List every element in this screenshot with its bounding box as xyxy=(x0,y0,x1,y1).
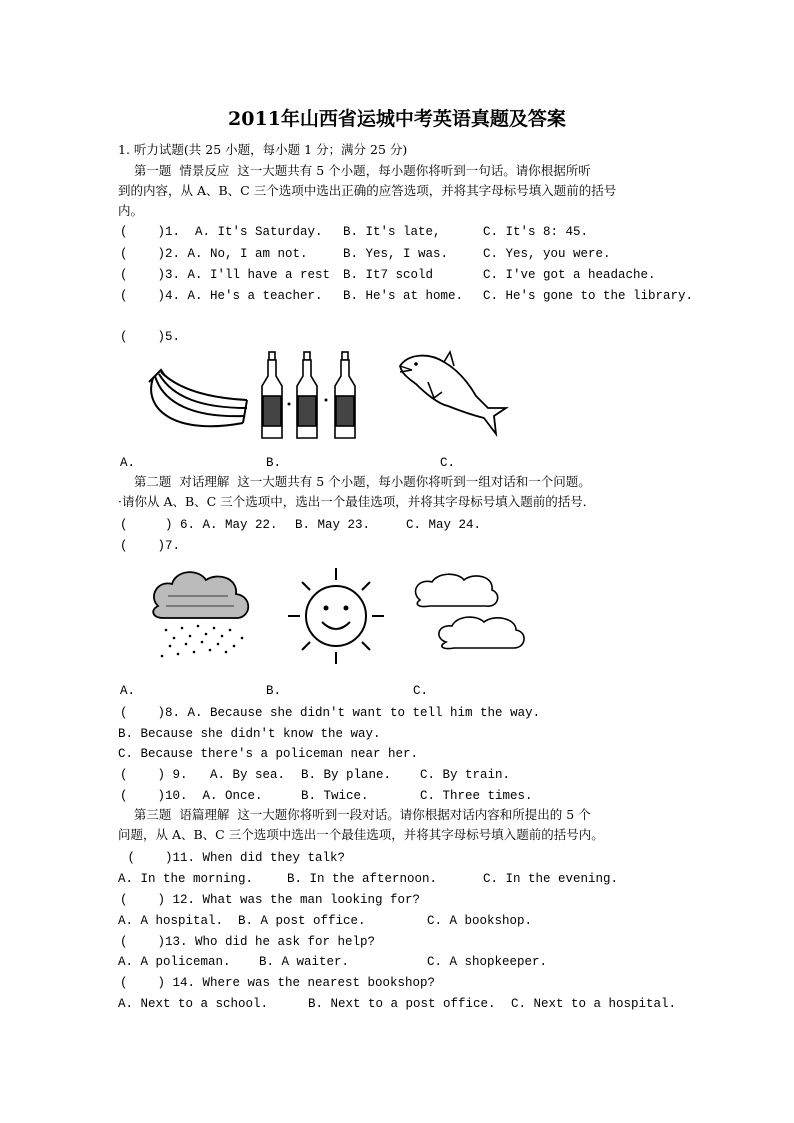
question-9-option-b: B. By plane. xyxy=(301,768,392,782)
question-11-option-c: C. In the evening. xyxy=(483,872,619,886)
question-14: ( ) 14. Where was the nearest bookshop? xyxy=(120,976,436,990)
question-3: ( )3. A. I'll have a rest xyxy=(120,268,331,282)
question-13-option-a: A. A policeman. xyxy=(118,955,231,969)
picture-5-label-a: A. xyxy=(120,456,136,470)
question-1-option-b: B. It's late, xyxy=(343,225,441,239)
question-10: ( )10. A. Once. xyxy=(120,789,263,803)
question-3-option-c: C. I've got a headache. xyxy=(483,268,656,282)
sun-picture xyxy=(286,566,386,666)
part3-intro-line2: 问题，从 A、B、C 三个选项中选出一个最佳选项，并将其字母标号填入题前的括号内。 xyxy=(118,827,604,842)
question-9: ( ) 9. A. By sea. xyxy=(120,768,286,782)
question-12: ( ) 12. What was the man looking for? xyxy=(120,893,421,907)
picture-5-label-c: C. xyxy=(440,456,456,470)
question-6: ( ) 6. A. May 22. xyxy=(120,518,278,532)
rain-cloud-picture xyxy=(148,566,256,664)
question-10-option-c: C. Three times. xyxy=(420,789,533,803)
question-11: ( )11. When did they talk? xyxy=(120,851,346,865)
question-1-option-c: C. It's 8: 45. xyxy=(483,225,589,239)
question-9-option-c: C. By train. xyxy=(420,768,511,782)
question-4-option-b: B. He's at home. xyxy=(343,289,464,303)
dolphin-picture xyxy=(398,352,510,438)
question-5: ( )5. xyxy=(120,330,181,344)
picture-7-label-c: C. xyxy=(413,684,429,698)
picture-5-label-b: B. xyxy=(266,456,282,470)
picture-7-label-b: B. xyxy=(266,684,282,698)
question-1: ( )1. A. It's Saturday. xyxy=(120,225,323,239)
question-8: ( )8. A. Because she didn't want to tell him the way. xyxy=(120,706,541,720)
question-2-option-c: C. Yes, you were. xyxy=(483,247,611,261)
question-14-option-a: A. Next to a school. xyxy=(118,997,269,1011)
question-4: ( )4. A. He's a teacher. xyxy=(120,289,323,303)
question-8-option-b: B. Because she didn't know the way. xyxy=(118,727,381,741)
question-2: ( )2. A. No, I am not. xyxy=(120,247,308,261)
question-8-option-c: C. Because there's a policeman near her. xyxy=(118,747,419,761)
question-12-option-ab: A. A hospital. B. A post office. xyxy=(118,914,366,928)
question-3-option-b: B. It7 scold xyxy=(343,268,434,282)
part3-intro-line1: 第三题 语篇理解 这一大题你将听到一段对话。请你根据对话内容和所提出的 5 个 xyxy=(118,807,591,822)
question-14-option-b: B. Next to a post office. xyxy=(308,997,496,1011)
question-11-option-b: B. In the afternoon. xyxy=(287,872,438,886)
question-14-option-c: C. Next to a hospital. xyxy=(511,997,677,1011)
bottles-picture xyxy=(262,352,362,440)
question-2-option-b: B. Yes, I was. xyxy=(343,247,449,261)
question-13-option-b: B. A waiter. xyxy=(259,955,350,969)
question-6-option-b: B. May 23. xyxy=(295,518,371,532)
part2-intro-line1: 第二题 对话理解 这一大题共有 5 个小题，每小题你将听到一组对话和一个问题。 xyxy=(118,474,591,489)
section-header: 1. 听力试题(共 25 小题，每小题 1 分；满分 25 分) xyxy=(118,142,408,157)
question-6-option-c: C. May 24. xyxy=(406,518,482,532)
question-13: ( )13. Who did he ask for help? xyxy=(120,935,376,949)
part2-intro-line2: ·请你从 A、B、C 三个选项中，选出一个最佳选项，并将其字母标号填入题前的括号． xyxy=(118,494,596,509)
part1-intro-line2: 到的内容，从 A、B、C 三个选项中选出正确的应答选项，并将其字母标号填入题前的括号 xyxy=(118,183,617,198)
question-12-option-c: C. A bookshop. xyxy=(427,914,533,928)
question-11-option-a: A. In the morning. xyxy=(118,872,254,886)
question-13-option-c: C. A shopkeeper. xyxy=(427,955,548,969)
question-7: ( )7. xyxy=(120,539,181,553)
picture-7-label-a: A. xyxy=(120,684,136,698)
page-title: 2011年山西省运城中考英语真题及答案 xyxy=(228,108,566,130)
part1-intro-line3: 内。 xyxy=(118,203,144,218)
question-10-option-b: B. Twice. xyxy=(301,789,369,803)
question-4-option-c: C. He's gone to the library. xyxy=(483,289,694,303)
part1-intro-line1: 第一题 情景反应 这一大题共有 5 个小题，每小题你将听到一句话。请你根据所听 xyxy=(118,163,591,178)
clouds-picture xyxy=(410,572,534,656)
bananas-picture xyxy=(143,368,251,440)
